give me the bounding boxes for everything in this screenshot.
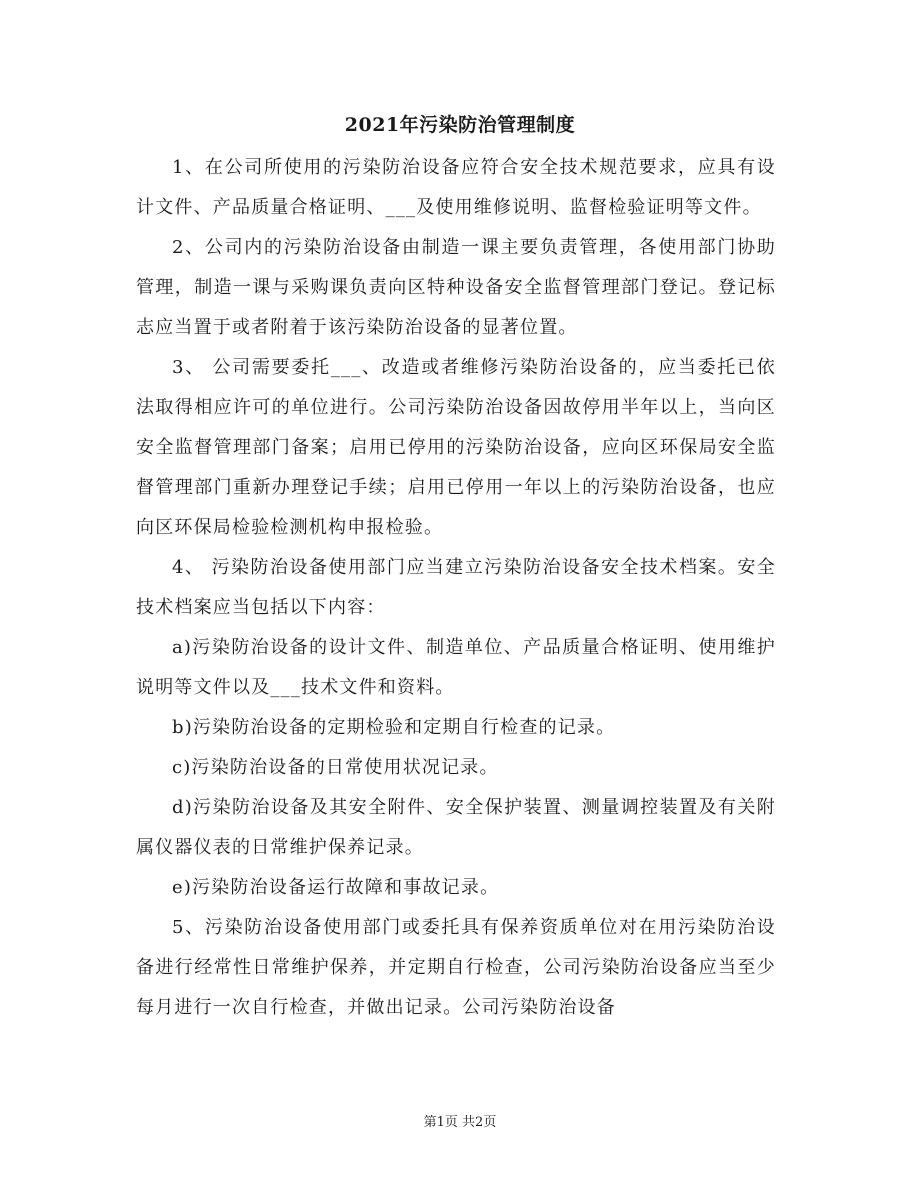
paragraph-4b: b)污染防治设备的定期检验和定期自行检查的记录。	[172, 717, 616, 738]
page-footer: 第1页 共2页	[423, 1115, 497, 1130]
document-title: 2021年污染防治管理制度	[344, 114, 576, 136]
paragraph-2: 2、公司内的污染防治设备由制造一课主要负责管理，各使用部门协助管理，制造一课与采购课负责向区特种设备安全监督管理部门登记。登记标志应当置于或者附着于该污染防治设备的显著位置。	[136, 237, 776, 338]
document-body	[136, 148, 776, 1028]
paragraph-1: 1、在公司所使用的污染防治设备应符合安全技术规范要求，应具有设计文件、产品质量合格证明、___及使用维修说明、监督检验证明等文件。	[136, 157, 776, 218]
paragraph-4c: c)污染防治设备的日常使用状况记录。	[172, 757, 499, 778]
paragraph-4e: e)污染防治设备运行故障和事故记录。	[172, 877, 500, 898]
paragraph-4a: a)污染防治设备的设计文件、制造单位、产品质量合格证明、使用维护说明等文件以及___技术文件和资料。	[136, 637, 776, 698]
paragraph-5: 5、污染防治设备使用部门或委托具有保养资质单位对在用污染防治设备进行经常性日常维护保养，并定期自行检查，公司污染防治设备应当至少每月进行一次自行检查，并做出记录。公司污染防治设备	[136, 917, 776, 1018]
paragraph-3: 3、 公司需要委托___、改造或者维修污染防治设备的，应当委托已依法取得相应许可的单位进行。公司污染防治设备因故停用半年以上，当向区安全监督管理部门备案；启用已停用的污染防治设备，应向区环保局安全监督管理部门重新办理登记手续；启用已停用一年以上的污染防治设备，也应向区环保局检验检测机构申报检验。	[136, 357, 776, 538]
paragraph-4d: d)污染防治设备及其安全附件、安全保护装置、测量调控装置及有关附属仪器仪表的日常维护保养记录。	[136, 797, 776, 858]
paragraph-4: 4、 污染防治设备使用部门应当建立污染防治设备安全技术档案。安全技术档案应当包括以下内容：	[136, 557, 776, 618]
